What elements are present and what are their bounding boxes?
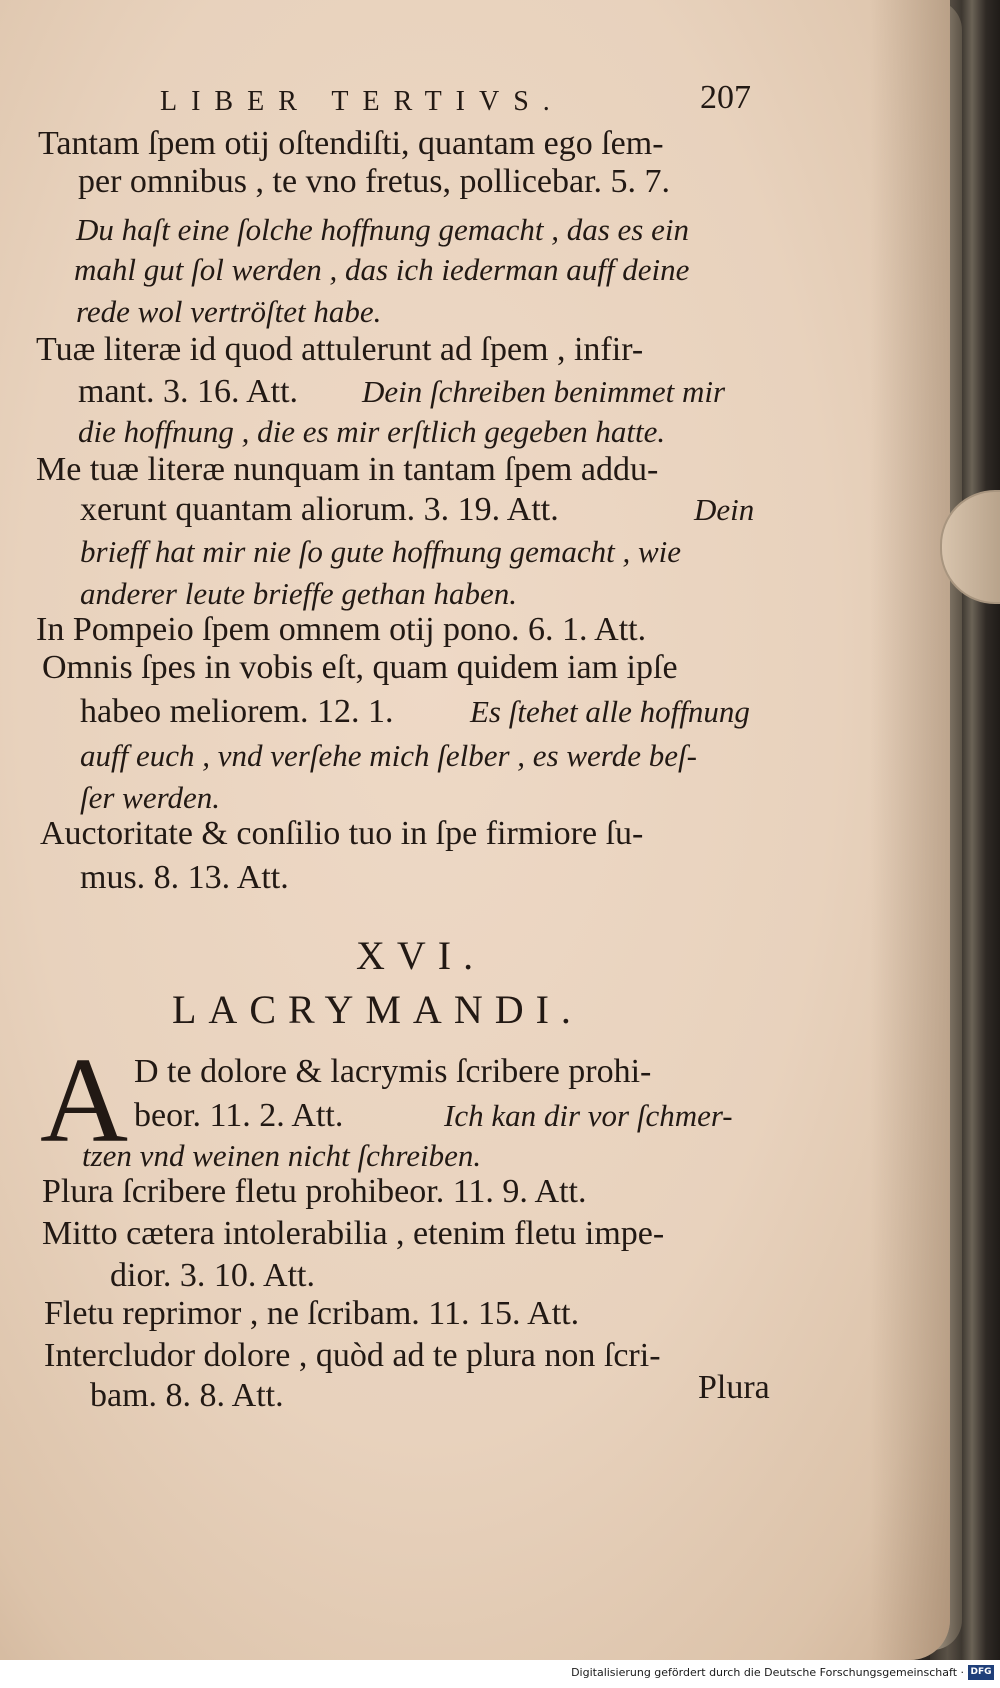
text-line: per omnibus , te vno fretus, pollicebar. 5. 7. — [78, 163, 671, 200]
translation-line: die hoffnung , die es mir erſtlich gegeben hatte. — [78, 414, 666, 449]
text-line: mant. 3. 16. Att. — [78, 373, 299, 410]
text-line: bam. 8. 8. Att. — [90, 1377, 284, 1414]
text-line: D te dolore & lacrymis ſcribere prohi- — [134, 1053, 652, 1090]
text-line: In Pompeio ſpem omnem otij pono. 6. 1. Att. — [36, 611, 647, 648]
translation-line: mahl gut ſol werden , das ich iederman auff deine — [74, 252, 690, 287]
text-line: Plura ſcribere fletu prohibeor. 11. 9. Att. — [42, 1173, 587, 1210]
text-line: Fletu reprimor , ne ſcribam. 11. 15. Att. — [44, 1295, 580, 1332]
translation-line: Du haſt eine ſolche hoffnung gemacht , das es ein — [76, 212, 689, 247]
dfg-logo: DFG — [968, 1665, 994, 1680]
translation-line: Es ſtehet alle hoffnung — [470, 694, 750, 729]
text-line: Tuæ literæ id quod attulerunt ad ſpem , infir- — [36, 331, 644, 368]
translation-line: rede wol vertröſtet habe. — [76, 294, 382, 329]
translation-line: auff euch , vnd verſehe mich ſelber , es werde beſ- — [80, 738, 697, 773]
catchword: Plura — [698, 1369, 770, 1406]
translation-line: brieff hat mir nie ſo gute hoffnung gemacht , wie — [80, 534, 681, 569]
translation-line: ſer werden. — [80, 780, 221, 815]
translation-line: tzen vnd weinen nicht ſchreiben. — [82, 1138, 482, 1173]
text-line: Omnis ſpes in vobis eſt, quam quidem iam ipſe — [42, 649, 678, 686]
text-line: habeo meliorem. 12. 1. — [80, 693, 394, 730]
translation-line: Dein ſchreiben benimmet mir — [362, 374, 726, 409]
text-line: beor. 11. 2. Att. — [134, 1097, 344, 1134]
text-line: dior. 3. 10. Att. — [110, 1257, 315, 1294]
text-line: Auctoritate & conſilio tuo in ſpe firmiore ſu- — [40, 815, 644, 852]
page-shadow — [870, 0, 950, 1660]
text-line: mus. 8. 13. Att. — [80, 859, 289, 896]
text-line: Intercludor dolore , quòd ad te plura non ſcri- — [44, 1337, 661, 1374]
translation-line: Dein — [694, 492, 755, 527]
text-line: Tantam ſpem otij oſtendiſti, quantam ego ſem- — [38, 125, 664, 162]
translation-line: Ich kan dir vor ſchmer- — [444, 1098, 733, 1133]
running-head: LIBER TERTIVS. — [160, 86, 564, 117]
drop-cap: A — [40, 1033, 129, 1168]
section-title: LACRYMANDI. — [172, 987, 583, 1032]
translation-line: anderer leute brieffe gethan haben. — [80, 576, 518, 611]
page-number: 207 — [700, 79, 751, 116]
section-number: XVI. — [356, 933, 486, 978]
funding-credit: Digitalisierung gefördert durch die Deutsche Forschungsgemeinschaft · — [571, 1666, 964, 1679]
text-line: xerunt quantam aliorum. 3. 19. Att. — [80, 491, 559, 528]
text-line: Me tuæ literæ nunquam in tantam ſpem addu- — [36, 451, 659, 488]
text-line: Mitto cætera intolerabilia , etenim fletu impe- — [42, 1215, 665, 1252]
